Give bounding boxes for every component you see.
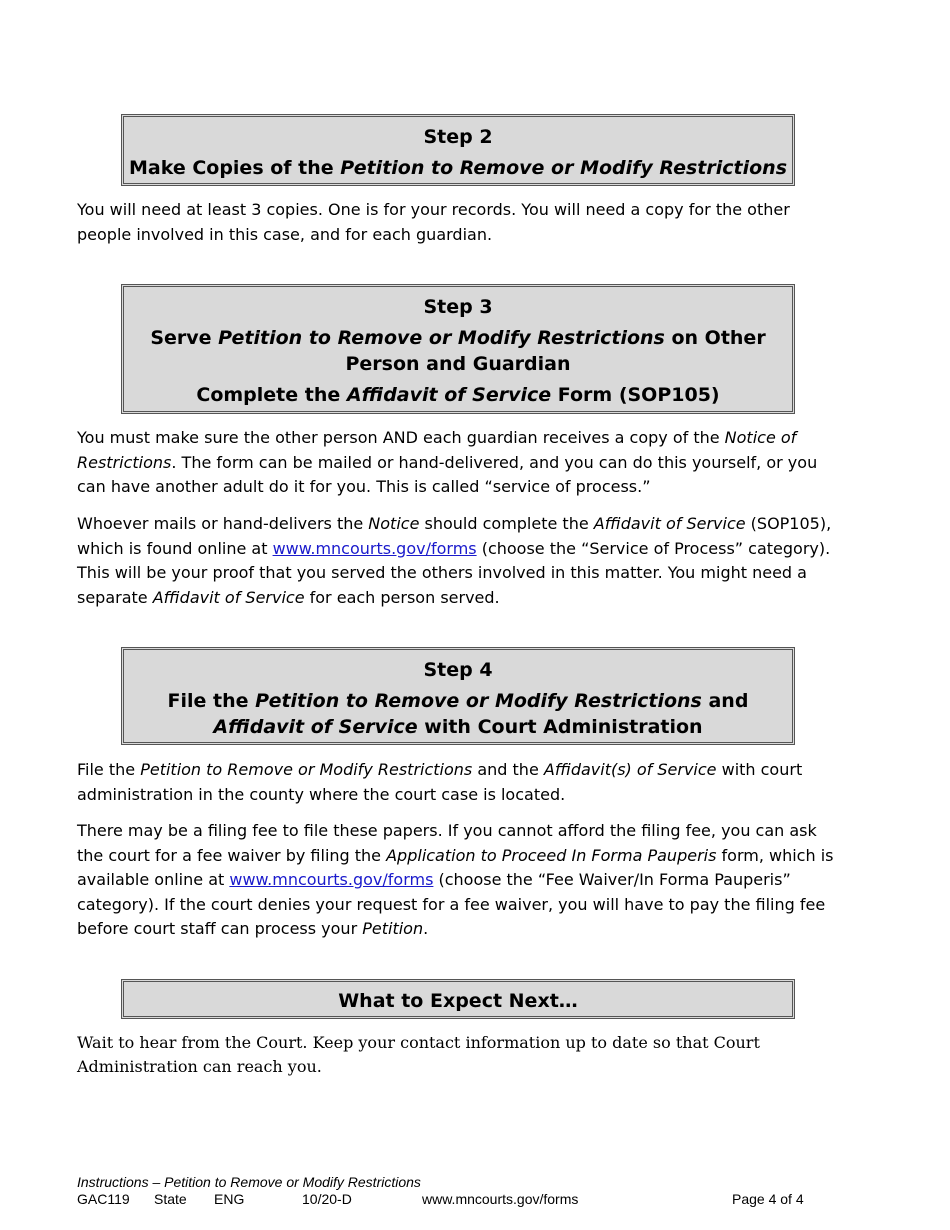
footer-doc-title: Instructions – Petition to Remove or Modify Restrictions: [77, 1174, 421, 1190]
step3-subheading: Complete the Affidavit of Service Form (SOP105): [196, 384, 720, 406]
fee-waiver-forms-link[interactable]: www.mncourts.gov/forms: [229, 870, 434, 889]
step4-paragraph-1: File the Petition to Remove or Modify Restrictions and the Affidavit(s) of Service with court administration in the county where the court case is located.: [77, 760, 803, 804]
forms-link[interactable]: www.mncourts.gov/forms: [272, 538, 477, 558]
step4-heading: File the Petition to Remove or Modify Restrictions and Affidavit of Service with Court Administration: [167, 690, 749, 738]
footer-version: 10/20-D: [302, 1191, 352, 1207]
footer-url: www.mncourts.gov/forms: [422, 1191, 579, 1207]
step3-paragraph-1: You must make sure the other person AND each guardian receives a copy of the Notice of Restrictions. The form can be mailed or hand-delivered, and you can do this yourself, or you can have another adult do it for you. This is called “service of process.”: [77, 428, 818, 496]
footer-form-code: GAC119: [77, 1191, 130, 1207]
step3-paragraph-2: Whoever mails or hand-delivers the Notice should complete the Affidavit of Service (SOP105), which is found online at www.mncourts.gov/forms (choose the “Service of Process” category). This will be your proof that you served the others involved in this matter. You might need a separate Affidavit of Service for each person served.: [77, 514, 832, 607]
step4-header-box: [121, 647, 795, 745]
step3-title: Step 3: [423, 296, 493, 318]
step4-title: Step 4: [423, 659, 493, 681]
next-body: Wait to hear from the Court. Keep your contact information up to date so that Court Administration can reach you.: [77, 1033, 760, 1076]
step2-header-box: [121, 114, 795, 186]
footer-state: State: [154, 1191, 187, 1207]
step2-title: Step 2: [423, 126, 493, 148]
page-footer: [77, 1174, 867, 1214]
step3-header-box: [121, 284, 795, 414]
footer-language: ENG: [214, 1191, 245, 1207]
next-title: What to Expect Next…: [338, 990, 578, 1012]
footer-page-number: Page 4 of 4: [732, 1191, 804, 1207]
step2-heading: Make Copies of the Petition to Remove or Modify Restrictions: [128, 157, 788, 179]
step2-body: You will need at least 3 copies. One is for your records. You will need a copy for the other people involved in this case, and for each guardian.: [77, 200, 790, 244]
next-header-box: [121, 979, 795, 1019]
step3-heading: Serve Petition to Remove or Modify Restrictions on Other Person and Guardian: [150, 327, 766, 375]
step4-paragraph-2: There may be a filing fee to file these papers. If you cannot afford the filing fee, you can ask the court for a fee waiver by filing the Application to Proceed In Forma Pauperis form, which is available online at www.mncourts.gov/forms (choose the “Fee Waiver/In Forma Pauperis” category). If the court denies your request for a fee waiver, you will have to pay the filing fee before court staff can process your Petition.: [77, 821, 834, 938]
